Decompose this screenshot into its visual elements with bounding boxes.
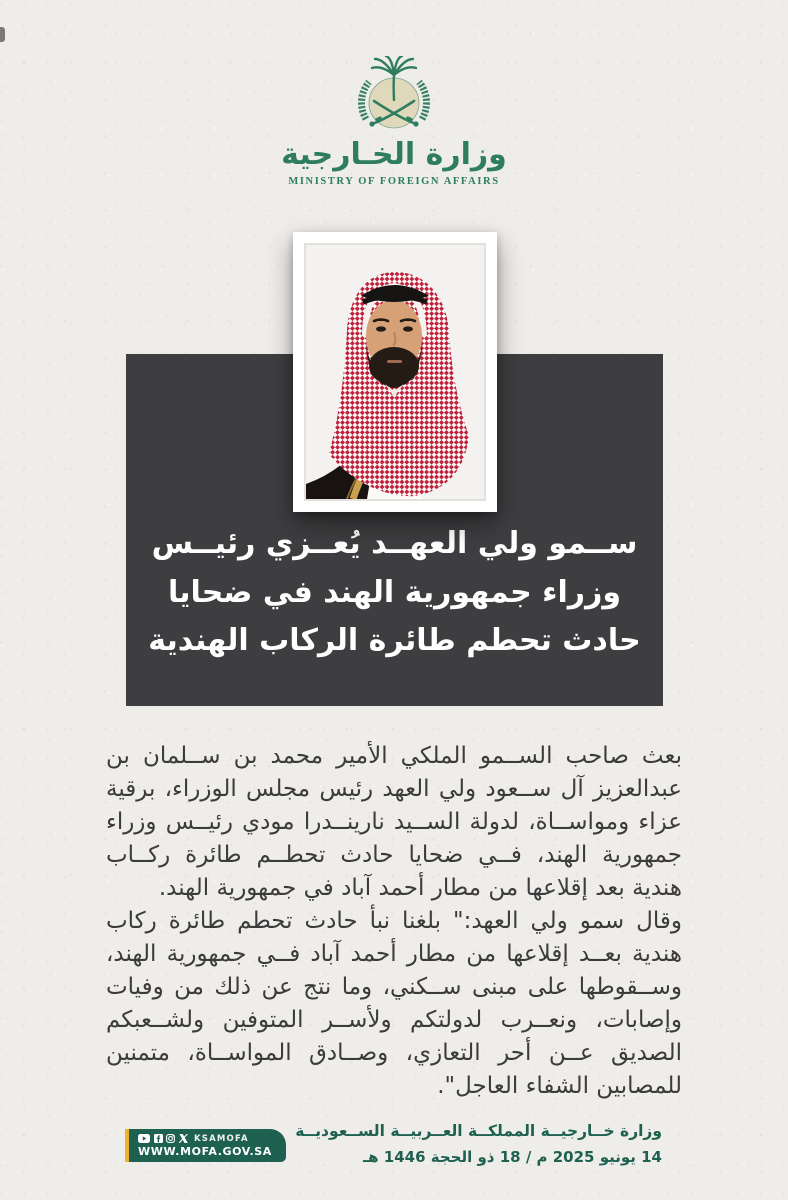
youtube-icon[interactable] — [138, 1134, 150, 1143]
x-icon[interactable] — [179, 1134, 188, 1143]
social-handle: KSAMOFA — [194, 1133, 249, 1144]
statement-paragraph-1: بعث صاحب الســمو الملكي الأمير محمد بن ســلمان بن عبدالعزيز آل ســعود ولي العهد رئيس مجلس الوزراء، برقية عزاء ومواســاة، لدولة الســيد نارينــدرا مودي رئيــس وزراء جمهورية الهند، فــي ضحايا حادث تحطــم طائرة ركــاب هندية بعد إقلاعها من مطار أحمد آباد في جمهورية الهند. — [106, 743, 682, 901]
footer-social-badge — [125, 1129, 286, 1162]
website-url[interactable]: WWW.MOFA.GOV.SA — [138, 1144, 272, 1158]
social-badge-body — [129, 1129, 286, 1162]
facebook-icon[interactable] — [154, 1134, 163, 1143]
statement-headline: ســمو ولي العهــد يُعــزي رئيــس وزراء جمهورية الهند في ضحايا حادث تحطم طائرة الركاب الهندية — [148, 526, 641, 659]
paper-edge-mark — [0, 27, 5, 42]
portrait-illustration — [293, 232, 497, 512]
ministry-name-footer: وزارة خــارجيــة المملكــة العــربيــة الســعوديــة — [295, 1122, 662, 1140]
mofa-logo — [0, 56, 788, 187]
palm-and-swords-emblem — [342, 56, 446, 136]
footer-ministry-info — [295, 1122, 662, 1166]
instagram-icon[interactable] — [166, 1134, 175, 1143]
statement-date: 14 يونيو 2025 م / 18 ذو الحجة 1446 هـ — [363, 1147, 662, 1166]
statement-paragraph-2: وقال سمو ولي العهد:" بلغنا نبأ حادث تحطم طائرة ركاب هندية بعــد إقلاعها من مطار أحمد آباد فــي جمهورية الهند، وســقوطها على مبنى ســكني، وما نتج عن ذلك من وفيات وإصابات، ونعــرب لدولتكم ولأســر المتوفين ولشــعبكم الصديق عــن أحر التعازي، وصــادق المواســاة، متمنين للمصابين الشفاء العاجل". — [106, 908, 682, 1099]
crown-prince-portrait — [293, 232, 497, 512]
ministry-name-arabic: وزارة الخـارجية — [281, 137, 507, 172]
statement-body — [106, 740, 682, 1103]
ministry-name-english: MINISTRY OF FOREIGN AFFAIRS — [288, 176, 500, 187]
